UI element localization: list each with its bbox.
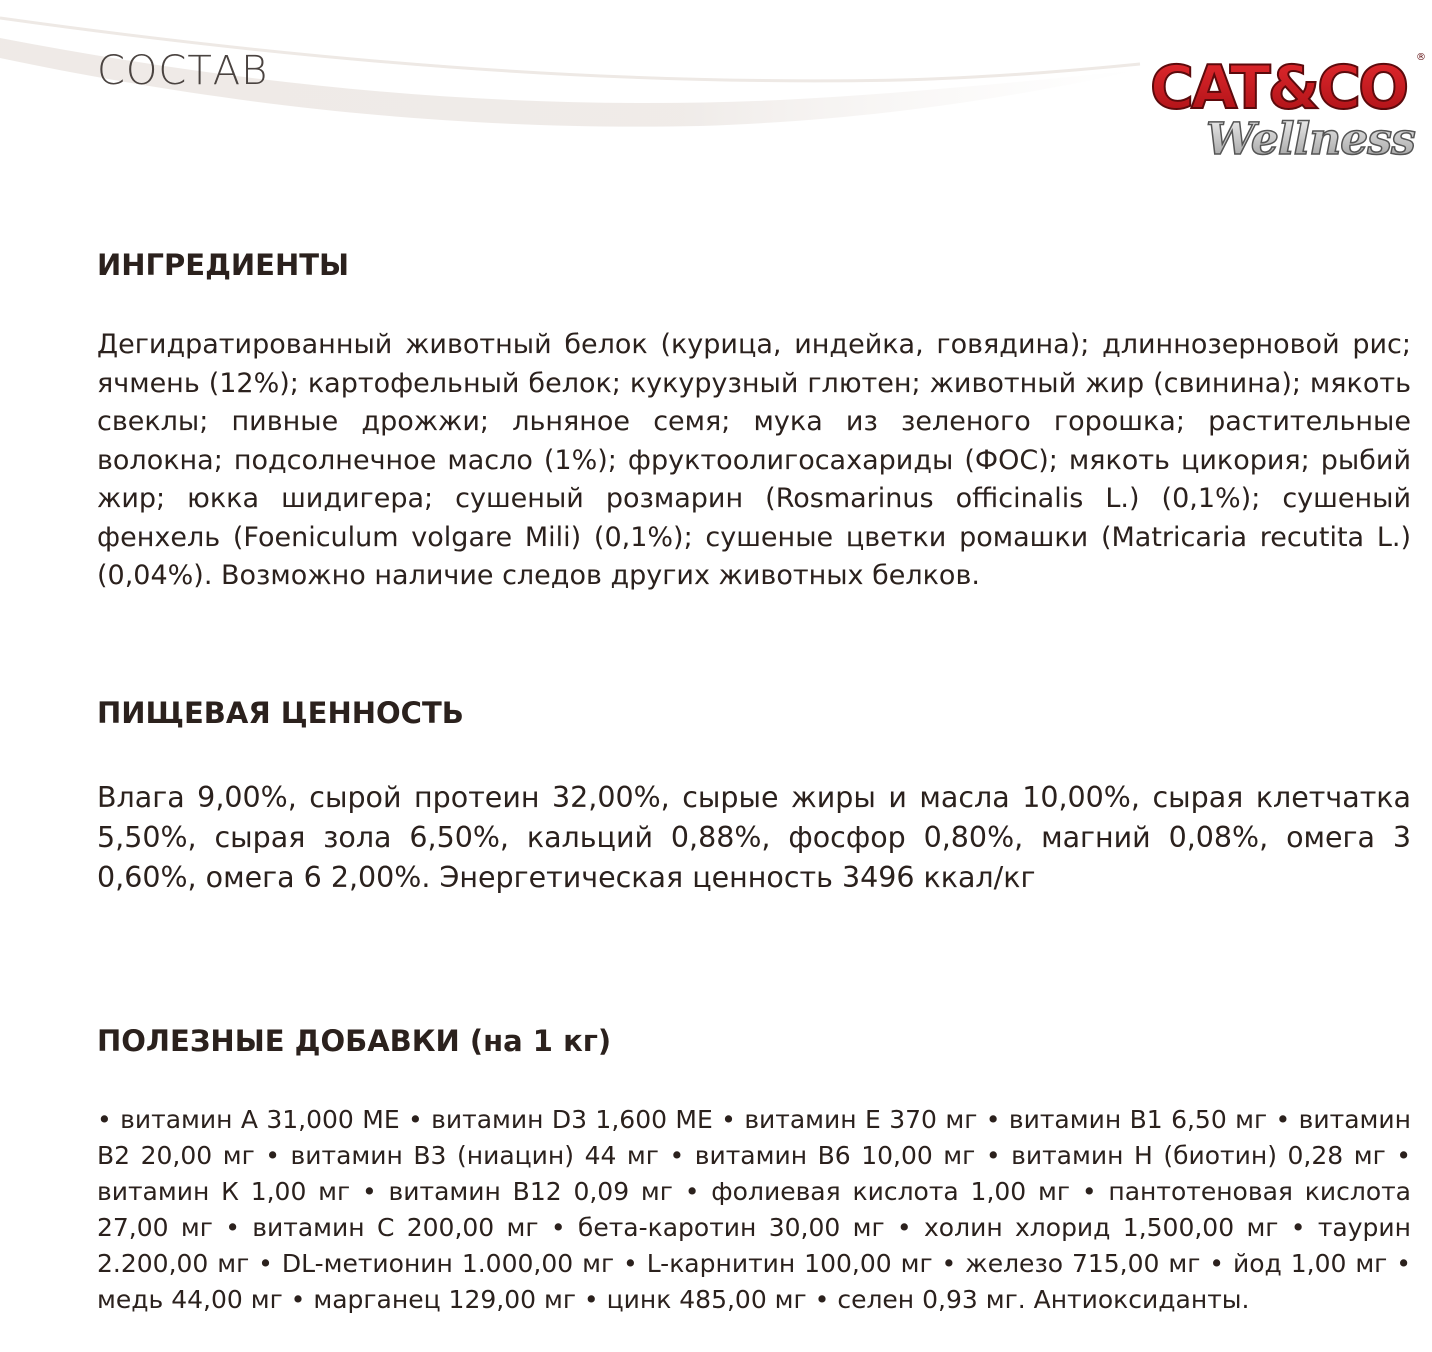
svg-text:®: ® xyxy=(1416,52,1426,63)
svg-text:Wellness: Wellness xyxy=(1206,114,1415,165)
page-title: СОСТАВ xyxy=(97,48,269,94)
ingredients-text: Дегидратированный животный белок (курица, индейка, говядина); длиннозерновой рис; ячмень (12%); картофельный белок; кукурузный глютен; животный жир (свинина); мякоть свеклы; пивные дрожжи; льняное семя; мука из зеленого горошка; растительные волокна; подсолнечное масло (1%); фруктоолигосахариды (ФОС); мякоть цикория; рыбий жир; юкка шидигера; сушеный розмарин (Rosmarinus officinalis L.) (0,1%); сушеный фенхель (Foeniculum volgare Mili) (0,1%); сушеные цветки ромашки (Matricaria recutita L.) (0,04%). Возможно наличие следов других животных белков. xyxy=(97,329,1411,591)
ingredients-heading: ИНГРЕДИЕНТЫ xyxy=(97,248,350,282)
svg-text:CAT&CO: CAT&CO xyxy=(1150,53,1407,123)
nutrition-text: Влага 9,00%, сырой протеин 32,00%, сырые жиры и масла 10,00%, сырая клетчатка 5,50%, сырая зола 6,50%, кальций 0,88%, фосфор 0,80%, магний 0,08%, омега 3 0,60%, омега 6 2,00%. Энергетическая ценность 3496 ккал/кг xyxy=(97,781,1411,894)
brand-logo xyxy=(1140,40,1432,170)
nutrition-heading: ПИЩЕВАЯ ЦЕННОСТЬ xyxy=(97,696,464,730)
additives-text: • витамин А 31,000 МЕ • витамин D3 1,600 МЕ • витамин Е 370 мг • витамин В1 6,50 мг • витамин В2 20,00 мг • витамин В3 (ниацин) 44 мг • витамин В6 10,00 мг • витамин Н (биотин) 0,28 мг • витамин К 1,00 мг • витамин В12 0,09 мг • фолиевая кислота 1,00 мг • пантотеновая кислота 27,00 мг • витамин С 200,00 мг • бета-каротин 30,00 мг • холин хлорид 1,500,00 мг • таурин 2.200,00 мг • DL-метионин 1.000,00 мг • L-карнитин 100,00 мг • железо 715,00 мг • йод 1,00 мг • медь 44,00 мг • марганец 129,00 мг • цинк 485,00 мг • селен 0,93 мг. Антиоксиданты. xyxy=(97,1105,1411,1314)
additives-heading: ПОЛЕЗНЫЕ ДОБАВКИ (на 1 кг) xyxy=(97,1024,612,1058)
